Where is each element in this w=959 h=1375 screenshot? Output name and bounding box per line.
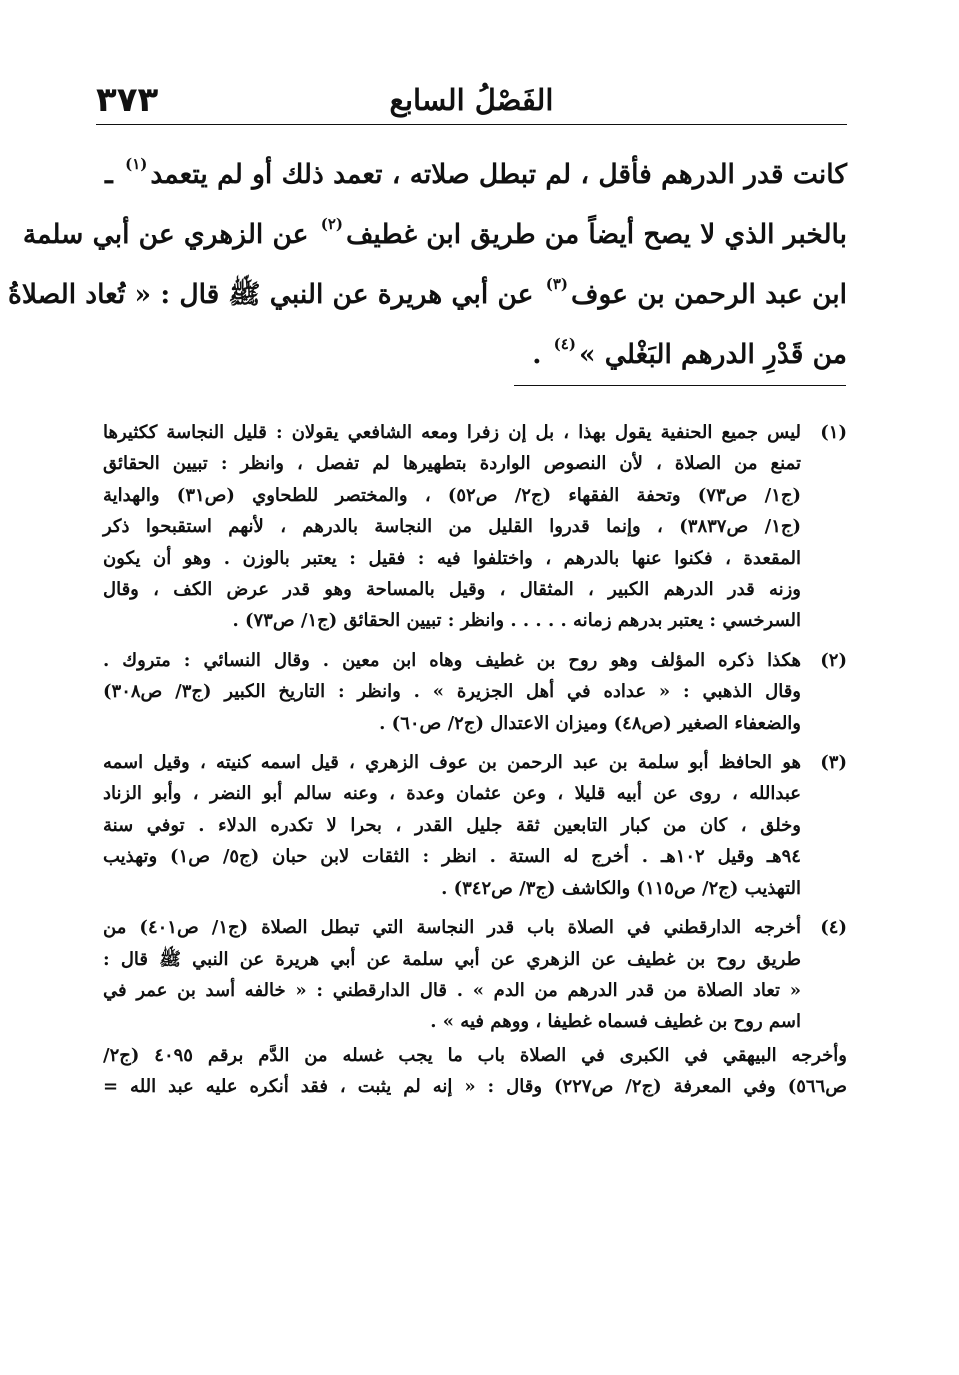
footnote-line: والضعفاء الصغير (ص٤٨) وميزان الاعتدال (ج٢/ ص٦٠) . xyxy=(379,712,801,734)
footnote-4 xyxy=(103,912,847,1038)
footnote-line: المقعدة ، فكنوا عنها بالدرهم ، واختلفوا فيه : فقيل : يعتبر بالوزن . وهو أن يكون xyxy=(103,547,801,569)
footnote-line: وقال الذهبي : « عداده في أهل الجزيرة » . وانظر : التاريخ الكبير (ج٣/ ص٣٠٨) xyxy=(103,681,802,703)
page-number: ٣٧٣ xyxy=(96,80,159,120)
footnote-line: عبدالله ، روى عن أبيه قليلا ، وعن عثمان وعدة ، وعنه سالم أبو النضر ، وأبو الزناد xyxy=(103,783,801,805)
main-text-line: بالخبر الذي لا يصح أيضاً من طريق ابن غطيف$^{(٢)}$ عن الزهري عن أبي سلمة xyxy=(22,215,847,250)
footnote-line: هو الحافظ أبو سلمة بن عبد الرحمن بن عوف الزهري ، قيل اسمه كنيته ، وقيل اسمه xyxy=(103,752,801,774)
footnote-number: (٣) xyxy=(820,752,847,774)
footnote-1 xyxy=(103,417,847,637)
footnote-ref[interactable]: (١) xyxy=(125,155,148,173)
footnote-line: (ج١/ ص٧٣) وتحفة الفقهاء (ج٢/ ص٥٢) ، والمختصر للطحاوي (ص٣١) والهداية xyxy=(103,484,801,506)
footnotes xyxy=(103,417,847,1103)
footnote-line: أخرجه الدارقطني في الصلاة باب قدر النجاسة التي تبطل الصلاة (ج١/ ص٤٠١) من xyxy=(103,917,801,939)
footnote-line: السرخسي : يعتبر بدرهم زمانه . . . . . وانظر : تبيين الحقائق (ج١/ ص٧٣) . xyxy=(232,610,801,632)
footnote-line: وأخرجه البيهقي في الكبرى في الصلاة باب ما يجب غسله من الدَّم برقم ٤٠٩٥ (ج٢/ xyxy=(103,1044,847,1066)
main-text xyxy=(7,145,847,385)
footnote-number: (٤) xyxy=(820,917,847,939)
footnote-line: ليس جميع الحنفية يقول بهذا ، بل إن زفرا ومعه الشافعي يقولان : قليل النجاسة ككثيرها xyxy=(103,422,801,443)
footnote-number: (١) xyxy=(820,422,847,443)
main-text-line: ابن عبد الرحمن بن عوف$^{(٣)}$ عن أبي هريرة عن النبي ﷺ قال : « تُعاد الصلاةُ xyxy=(7,275,847,310)
main-text-line: كانت قدر الدرهم فأقل ، لم تبطل صلاته ، تعمد ذلك أو لم يتعمد$^{(١)}$ ـ xyxy=(105,155,847,190)
footnote-line: (ج١/ ص٣٨٣٧) ، وإنما قدروا القليل من النجاسة بالدرهم ، لأنهم استقبحوا ذكر xyxy=(103,516,801,538)
footnote-line: تمنع من الصلاة ، لأن النصوص الواردة بتطهيرها لم تفصل ، وانظر : تبيين الحقائق xyxy=(103,453,801,475)
footnote-line: وخلق ، كان من كبار التابعين ثقة جليل القدر ، بحرا لا تكدره الدلاء . توفي سنة xyxy=(103,814,801,836)
main-text-line: من قَدْرِ الدرهم البَغْلي »$^{(٤)}$ . xyxy=(532,335,847,370)
footnote-line: ص٥٦٦) وفي المعرفة (ج٢/ ص٢٢٧) وقال : « إنه لم يثبت ، فقد أنكره عليه عبد الله = xyxy=(103,1076,847,1098)
footnote-divider xyxy=(514,385,846,386)
footnote-line: طريق روح بن غطيف عن الزهري عن أبي سلمة عن أبي هريرة عن النبي ﷺ قال : xyxy=(103,948,801,970)
page-header xyxy=(96,78,847,126)
footnote-line: اسم روح بن غطيف فسماه غطيفا ، ووهم فيه » . xyxy=(430,1011,801,1033)
footnote-line: ٩٤هـ وقيل ١٠٢هـ . أخرج له الستة . انظر : الثقات لابن حبان (ج٥/ ص١) وتهذيب xyxy=(103,846,801,868)
header-divider xyxy=(96,124,847,125)
footnote-number: (٢) xyxy=(820,649,847,671)
footnote-line: هكذا ذكره المؤلف وهو روح بن غطيف وهاه ابن معين . وقال النسائي : متروك . xyxy=(103,649,801,671)
footnote-ref[interactable]: (٢) xyxy=(320,215,343,233)
footnote-2 xyxy=(103,645,847,739)
footnote-3 xyxy=(103,747,847,904)
footnote-line: وزنه قدر الدرهم الكبير ، المثقال ، وقيل بالمساحة وهو قدر عرض الكف ، وقال xyxy=(103,579,801,601)
footnote-ref[interactable]: (٤) xyxy=(553,335,576,353)
footnote-line: التهذيب (ج٢/ ص١١٥) والكاشف (ج٣/ ص٣٤٢) . xyxy=(441,877,801,899)
footnote-continuation xyxy=(103,1040,847,1103)
footnote-line: « تعاد الصلاة من قدر الدرهم من الدم » . قال الدارقطني : « خالفه أسد بن عمر في xyxy=(103,979,801,1001)
footnote-ref[interactable]: (٣) xyxy=(545,275,568,293)
chapter-title: الفَصْلُ السابع xyxy=(389,83,554,117)
